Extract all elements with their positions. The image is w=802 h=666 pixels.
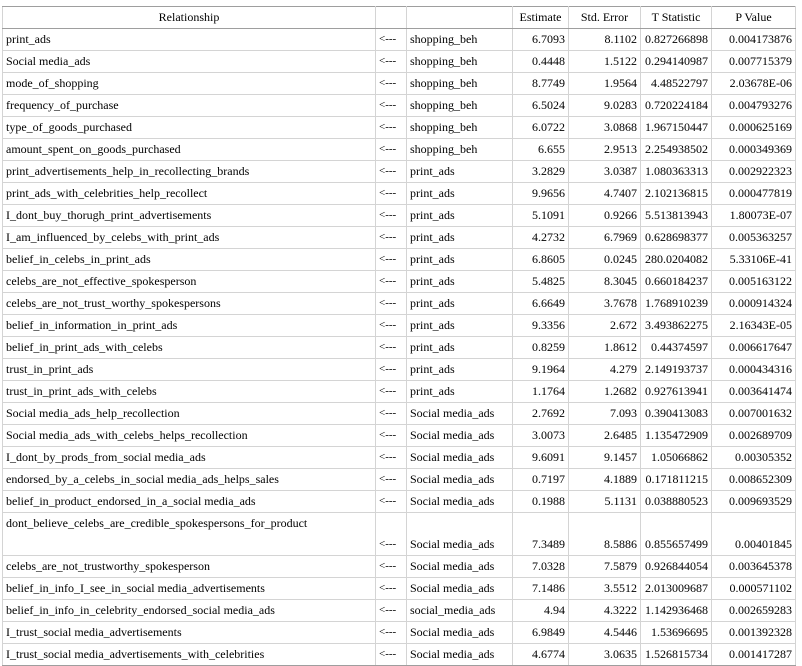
- cell-p-value[interactable]: 0.001417287: [712, 644, 796, 666]
- cell-std-error[interactable]: 1.2682: [569, 381, 641, 403]
- cell-estimate[interactable]: 4.2732: [513, 227, 569, 249]
- header-std-error[interactable]: Std. Error: [569, 7, 641, 29]
- table-row: [3, 51, 796, 73]
- cell-t-statistic[interactable]: 280.0204082: [641, 249, 712, 271]
- table-row: [3, 578, 796, 600]
- cell-relationship[interactable]: belief_in_info_I_see_in_social media_advertisements: [3, 578, 376, 600]
- cell-std-error[interactable]: 0.9266: [569, 205, 641, 227]
- table-row: [3, 337, 796, 359]
- table-row: [3, 161, 796, 183]
- cell-relationship[interactable]: type_of_goods_purchased: [3, 117, 376, 139]
- cell-p-value[interactable]: 0.006617647: [712, 337, 796, 359]
- cell-t-statistic[interactable]: 0.926844054: [641, 556, 712, 578]
- table-row: [3, 403, 796, 425]
- cell-arrow[interactable]: <---: [376, 249, 407, 271]
- cell-latent[interactable]: Social media_ads: [407, 622, 513, 644]
- cell-relationship[interactable]: Social media_ads_with_celebs_helps_recollection: [3, 425, 376, 447]
- table-row: [3, 293, 796, 315]
- cell-relationship[interactable]: I_dont_buy_thorugh_print_advertisements: [3, 205, 376, 227]
- cell-relationship[interactable]: I_trust_social media_advertisements_with_celebrities: [3, 644, 376, 666]
- header-t-statistic[interactable]: T Statistic: [641, 7, 712, 29]
- cell-std-error[interactable]: 7.093: [569, 403, 641, 425]
- cell-latent[interactable]: Social media_ads: [407, 403, 513, 425]
- cell-p-value[interactable]: 5.33106E-41: [712, 249, 796, 271]
- cell-estimate[interactable]: 4.6774: [513, 644, 569, 666]
- cell-p-value[interactable]: 0.005363257: [712, 227, 796, 249]
- cell-std-error[interactable]: 4.5446: [569, 622, 641, 644]
- cell-latent[interactable]: print_ads: [407, 183, 513, 205]
- cell-estimate[interactable]: 9.1964: [513, 359, 569, 381]
- table-row: [3, 249, 796, 271]
- cell-t-statistic[interactable]: 0.44374597: [641, 337, 712, 359]
- cell-estimate[interactable]: 0.7197: [513, 469, 569, 491]
- cell-latent[interactable]: print_ads: [407, 249, 513, 271]
- cell-estimate[interactable]: 0.4448: [513, 51, 569, 73]
- cell-estimate[interactable]: 6.7093: [513, 29, 569, 51]
- cell-arrow[interactable]: <---: [376, 161, 407, 183]
- cell-arrow[interactable]: <---: [376, 183, 407, 205]
- cell-relationship[interactable]: Social media_ads: [3, 51, 376, 73]
- table-row: [3, 425, 796, 447]
- cell-t-statistic[interactable]: 0.038880523: [641, 491, 712, 513]
- header-p-value[interactable]: P Value: [712, 7, 796, 29]
- cell-latent[interactable]: Social media_ads: [407, 425, 513, 447]
- cell-arrow[interactable]: <---: [376, 117, 407, 139]
- cell-std-error[interactable]: 6.7969: [569, 227, 641, 249]
- cell-arrow[interactable]: <---: [376, 29, 407, 51]
- cell-estimate[interactable]: 3.0073: [513, 425, 569, 447]
- cell-arrow[interactable]: <---: [376, 227, 407, 249]
- table-row: [3, 205, 796, 227]
- cell-p-value[interactable]: 0.00305352: [712, 447, 796, 469]
- cell-t-statistic[interactable]: 4.48522797: [641, 73, 712, 95]
- cell-std-error[interactable]: 4.3222: [569, 600, 641, 622]
- cell-p-value[interactable]: 0.001392328: [712, 622, 796, 644]
- cell-p-value[interactable]: 2.16343E-05: [712, 315, 796, 337]
- cell-p-value[interactable]: 0.009693529: [712, 491, 796, 513]
- table-row: [3, 644, 796, 666]
- cell-relationship[interactable]: I_trust_social media_advertisements: [3, 622, 376, 644]
- table-row: [3, 315, 796, 337]
- cell-arrow[interactable]: <---: [376, 447, 407, 469]
- cell-std-error[interactable]: 5.1131: [569, 491, 641, 513]
- cell-latent[interactable]: shopping_beh: [407, 117, 513, 139]
- cell-estimate[interactable]: 6.8605: [513, 249, 569, 271]
- cell-latent[interactable]: Social media_ads: [407, 469, 513, 491]
- cell-p-value[interactable]: 0.000625169: [712, 117, 796, 139]
- cell-std-error[interactable]: 4.279: [569, 359, 641, 381]
- cell-relationship[interactable]: celebs_are_not_trust_worthy_spokespersons: [3, 293, 376, 315]
- cell-latent[interactable]: print_ads: [407, 227, 513, 249]
- cell-relationship[interactable]: I_dont_by_prods_from_social media_ads: [3, 447, 376, 469]
- table-row: [3, 381, 796, 403]
- cell-relationship[interactable]: endorsed_by_a_celebs_in_social media_ads_helps_sales: [3, 469, 376, 491]
- cell-arrow[interactable]: <---: [376, 600, 407, 622]
- cell-arrow[interactable]: <---: [376, 315, 407, 337]
- cell-t-statistic[interactable]: 0.927613941: [641, 381, 712, 403]
- cell-estimate[interactable]: 5.1091: [513, 205, 569, 227]
- table-row: [3, 359, 796, 381]
- cell-latent[interactable]: shopping_beh: [407, 139, 513, 161]
- cell-p-value[interactable]: 0.000434316: [712, 359, 796, 381]
- cell-p-value[interactable]: 0.000349369: [712, 139, 796, 161]
- table-row: [3, 29, 796, 51]
- cell-relationship[interactable]: print_ads: [3, 29, 376, 51]
- table-row: [3, 556, 796, 578]
- cell-arrow[interactable]: <---: [376, 425, 407, 447]
- cell-estimate[interactable]: 9.9656: [513, 183, 569, 205]
- cell-latent[interactable]: shopping_beh: [407, 51, 513, 73]
- cell-arrow[interactable]: <---: [376, 622, 407, 644]
- cell-t-statistic[interactable]: 2.149193737: [641, 359, 712, 381]
- cell-p-value[interactable]: 0.004173876: [712, 29, 796, 51]
- cell-t-statistic[interactable]: 1.768910239: [641, 293, 712, 315]
- table-row: [3, 469, 796, 491]
- cell-std-error[interactable]: 2.672: [569, 315, 641, 337]
- cell-relationship[interactable]: frequency_of_purchase: [3, 95, 376, 117]
- cell-estimate[interactable]: 8.7749: [513, 73, 569, 95]
- cell-t-statistic[interactable]: 1.53696695: [641, 622, 712, 644]
- cell-p-value[interactable]: 0.007715379: [712, 51, 796, 73]
- cell-latent[interactable]: shopping_beh: [407, 73, 513, 95]
- cell-p-value[interactable]: 0.007001632: [712, 403, 796, 425]
- header-relationship[interactable]: Relationship: [3, 7, 376, 29]
- cell-p-value[interactable]: 0.00401845: [712, 513, 796, 556]
- cell-estimate[interactable]: 7.0328: [513, 556, 569, 578]
- cell-relationship[interactable]: belief_in_print_ads_with_celebs: [3, 337, 376, 359]
- cell-latent[interactable]: print_ads: [407, 271, 513, 293]
- cell-latent[interactable]: shopping_beh: [407, 95, 513, 117]
- cell-relationship[interactable]: amount_spent_on_goods_purchased: [3, 139, 376, 161]
- cell-t-statistic[interactable]: 1.142936468: [641, 600, 712, 622]
- cell-std-error[interactable]: 7.5879: [569, 556, 641, 578]
- cell-std-error[interactable]: 3.5512: [569, 578, 641, 600]
- cell-latent[interactable]: print_ads: [407, 161, 513, 183]
- cell-relationship[interactable]: belief_in_information_in_print_ads: [3, 315, 376, 337]
- cell-p-value[interactable]: 0.003645378: [712, 556, 796, 578]
- cell-std-error[interactable]: 8.1102: [569, 29, 641, 51]
- cell-latent[interactable]: Social media_ads: [407, 644, 513, 666]
- cell-estimate[interactable]: 2.7692: [513, 403, 569, 425]
- cell-estimate[interactable]: 7.3489: [513, 513, 569, 556]
- cell-std-error[interactable]: 3.0635: [569, 644, 641, 666]
- cell-p-value[interactable]: 1.80073E-07: [712, 205, 796, 227]
- cell-p-value[interactable]: 0.008652309: [712, 469, 796, 491]
- cell-std-error[interactable]: 3.0868: [569, 117, 641, 139]
- cell-arrow[interactable]: <---: [376, 578, 407, 600]
- table-row: [3, 447, 796, 469]
- cell-latent[interactable]: print_ads: [407, 315, 513, 337]
- table-row: [3, 95, 796, 117]
- cell-std-error[interactable]: 8.5886: [569, 513, 641, 556]
- cell-arrow[interactable]: <---: [376, 271, 407, 293]
- cell-latent[interactable]: print_ads: [407, 381, 513, 403]
- cell-relationship[interactable]: celebs_are_not_effective_spokesperson: [3, 271, 376, 293]
- table-row: [3, 513, 796, 556]
- cell-arrow[interactable]: <---: [376, 359, 407, 381]
- cell-latent[interactable]: Social media_ads: [407, 447, 513, 469]
- cell-std-error[interactable]: 3.7678: [569, 293, 641, 315]
- cell-arrow[interactable]: <---: [376, 205, 407, 227]
- cell-std-error[interactable]: 2.6485: [569, 425, 641, 447]
- cell-estimate[interactable]: 6.6649: [513, 293, 569, 315]
- cell-t-statistic[interactable]: 1.526815734: [641, 644, 712, 666]
- cell-estimate[interactable]: 6.9849: [513, 622, 569, 644]
- cell-p-value[interactable]: 0.000571102: [712, 578, 796, 600]
- cell-t-statistic[interactable]: 3.493862275: [641, 315, 712, 337]
- cell-t-statistic[interactable]: 0.660184237: [641, 271, 712, 293]
- cell-estimate[interactable]: 9.3356: [513, 315, 569, 337]
- table-row: [3, 227, 796, 249]
- cell-relationship[interactable]: trust_in_print_ads_with_celebs: [3, 381, 376, 403]
- cell-std-error[interactable]: 1.9564: [569, 73, 641, 95]
- cell-relationship[interactable]: I_am_influenced_by_celebs_with_print_ads: [3, 227, 376, 249]
- cell-relationship[interactable]: mode_of_shopping: [3, 73, 376, 95]
- cell-latent[interactable]: social_media_ads: [407, 600, 513, 622]
- table-row: [3, 600, 796, 622]
- cell-t-statistic[interactable]: 0.827266898: [641, 29, 712, 51]
- cell-t-statistic[interactable]: 0.171811215: [641, 469, 712, 491]
- cell-p-value[interactable]: 0.002689709: [712, 425, 796, 447]
- cell-p-value[interactable]: 0.002922323: [712, 161, 796, 183]
- cell-std-error[interactable]: 2.9513: [569, 139, 641, 161]
- cell-arrow[interactable]: <---: [376, 644, 407, 666]
- cell-latent[interactable]: print_ads: [407, 359, 513, 381]
- cell-estimate[interactable]: 1.1764: [513, 381, 569, 403]
- cell-arrow[interactable]: <---: [376, 381, 407, 403]
- header-latent[interactable]: [407, 7, 513, 29]
- cell-t-statistic[interactable]: 1.05066862: [641, 447, 712, 469]
- cell-std-error[interactable]: 9.1457: [569, 447, 641, 469]
- cell-estimate[interactable]: 6.0722: [513, 117, 569, 139]
- cell-t-statistic[interactable]: 0.855657499: [641, 513, 712, 556]
- cell-latent[interactable]: Social media_ads: [407, 556, 513, 578]
- cell-relationship[interactable]: print_advertisements_help_in_recollecting_brands: [3, 161, 376, 183]
- cell-relationship[interactable]: celebs_are_not_trustworthy_spokesperson: [3, 556, 376, 578]
- table-row: [3, 117, 796, 139]
- cell-estimate[interactable]: 0.1988: [513, 491, 569, 513]
- cell-t-statistic[interactable]: 2.013009687: [641, 578, 712, 600]
- cell-std-error[interactable]: 1.5122: [569, 51, 641, 73]
- cell-t-statistic[interactable]: 5.513813943: [641, 205, 712, 227]
- cell-latent[interactable]: print_ads: [407, 205, 513, 227]
- cell-relationship[interactable]: Social media_ads_help_recollection: [3, 403, 376, 425]
- cell-arrow[interactable]: <---: [376, 95, 407, 117]
- cell-arrow[interactable]: <---: [376, 139, 407, 161]
- cell-arrow[interactable]: <---: [376, 556, 407, 578]
- cell-t-statistic[interactable]: 1.080363313: [641, 161, 712, 183]
- cell-p-value[interactable]: 2.03678E-06: [712, 73, 796, 95]
- cell-t-statistic[interactable]: 0.390413083: [641, 403, 712, 425]
- cell-estimate[interactable]: 0.8259: [513, 337, 569, 359]
- cell-arrow[interactable]: <---: [376, 293, 407, 315]
- cell-p-value[interactable]: 0.002659283: [712, 600, 796, 622]
- table-row: [3, 73, 796, 95]
- header-arrow[interactable]: [376, 7, 407, 29]
- cell-p-value[interactable]: 0.004793276: [712, 95, 796, 117]
- cell-relationship[interactable]: belief_in_product_endorsed_in_a_social media_ads: [3, 491, 376, 513]
- cell-std-error[interactable]: 3.0387: [569, 161, 641, 183]
- cell-latent[interactable]: print_ads: [407, 337, 513, 359]
- cell-p-value[interactable]: 0.000914324: [712, 293, 796, 315]
- cell-latent[interactable]: print_ads: [407, 293, 513, 315]
- cell-t-statistic[interactable]: 2.254938502: [641, 139, 712, 161]
- cell-t-statistic[interactable]: 0.294140987: [641, 51, 712, 73]
- cell-p-value[interactable]: 0.000477819: [712, 183, 796, 205]
- table-row: [3, 139, 796, 161]
- cell-estimate[interactable]: 6.5024: [513, 95, 569, 117]
- cell-estimate[interactable]: 3.2829: [513, 161, 569, 183]
- cell-latent[interactable]: shopping_beh: [407, 29, 513, 51]
- cell-arrow[interactable]: <---: [376, 513, 407, 556]
- cell-latent[interactable]: Social media_ads: [407, 578, 513, 600]
- cell-arrow[interactable]: <---: [376, 403, 407, 425]
- cell-arrow[interactable]: <---: [376, 491, 407, 513]
- cell-relationship[interactable]: belief_in_celebs_in_print_ads: [3, 249, 376, 271]
- cell-std-error[interactable]: 4.1889: [569, 469, 641, 491]
- cell-estimate[interactable]: 4.94: [513, 600, 569, 622]
- table-row: [3, 622, 796, 644]
- cell-t-statistic[interactable]: 2.102136815: [641, 183, 712, 205]
- cell-estimate[interactable]: 7.1486: [513, 578, 569, 600]
- cell-std-error[interactable]: 0.0245: [569, 249, 641, 271]
- table-row: [3, 183, 796, 205]
- cell-relationship[interactable]: belief_in_info_in_celebrity_endorsed_social media_ads: [3, 600, 376, 622]
- cell-t-statistic[interactable]: 1.967150447: [641, 117, 712, 139]
- cell-p-value[interactable]: 0.003641474: [712, 381, 796, 403]
- table-row: [3, 491, 796, 513]
- cell-t-statistic[interactable]: 0.628698377: [641, 227, 712, 249]
- cell-std-error[interactable]: 8.3045: [569, 271, 641, 293]
- cell-arrow[interactable]: <---: [376, 73, 407, 95]
- cell-std-error[interactable]: 4.7407: [569, 183, 641, 205]
- cell-p-value[interactable]: 0.005163122: [712, 271, 796, 293]
- cell-t-statistic[interactable]: 1.135472909: [641, 425, 712, 447]
- cell-relationship[interactable]: dont_believe_celebs_are_credible_spokespersons_for_product: [3, 513, 376, 556]
- cell-estimate[interactable]: 5.4825: [513, 271, 569, 293]
- cell-t-statistic[interactable]: 0.720224184: [641, 95, 712, 117]
- cell-relationship[interactable]: print_ads_with_celebrities_help_recollect: [3, 183, 376, 205]
- cell-arrow[interactable]: <---: [376, 469, 407, 491]
- cell-latent[interactable]: Social media_ads: [407, 491, 513, 513]
- cell-latent[interactable]: Social media_ads: [407, 513, 513, 556]
- cell-arrow[interactable]: <---: [376, 337, 407, 359]
- cell-arrow[interactable]: <---: [376, 51, 407, 73]
- cell-estimate[interactable]: 6.655: [513, 139, 569, 161]
- cell-estimate[interactable]: 9.6091: [513, 447, 569, 469]
- cell-std-error[interactable]: 9.0283: [569, 95, 641, 117]
- header-row: [3, 7, 796, 29]
- results-table: [2, 6, 796, 666]
- cell-relationship[interactable]: trust_in_print_ads: [3, 359, 376, 381]
- cell-std-error[interactable]: 1.8612: [569, 337, 641, 359]
- header-estimate[interactable]: Estimate: [513, 7, 569, 29]
- table-row: [3, 271, 796, 293]
